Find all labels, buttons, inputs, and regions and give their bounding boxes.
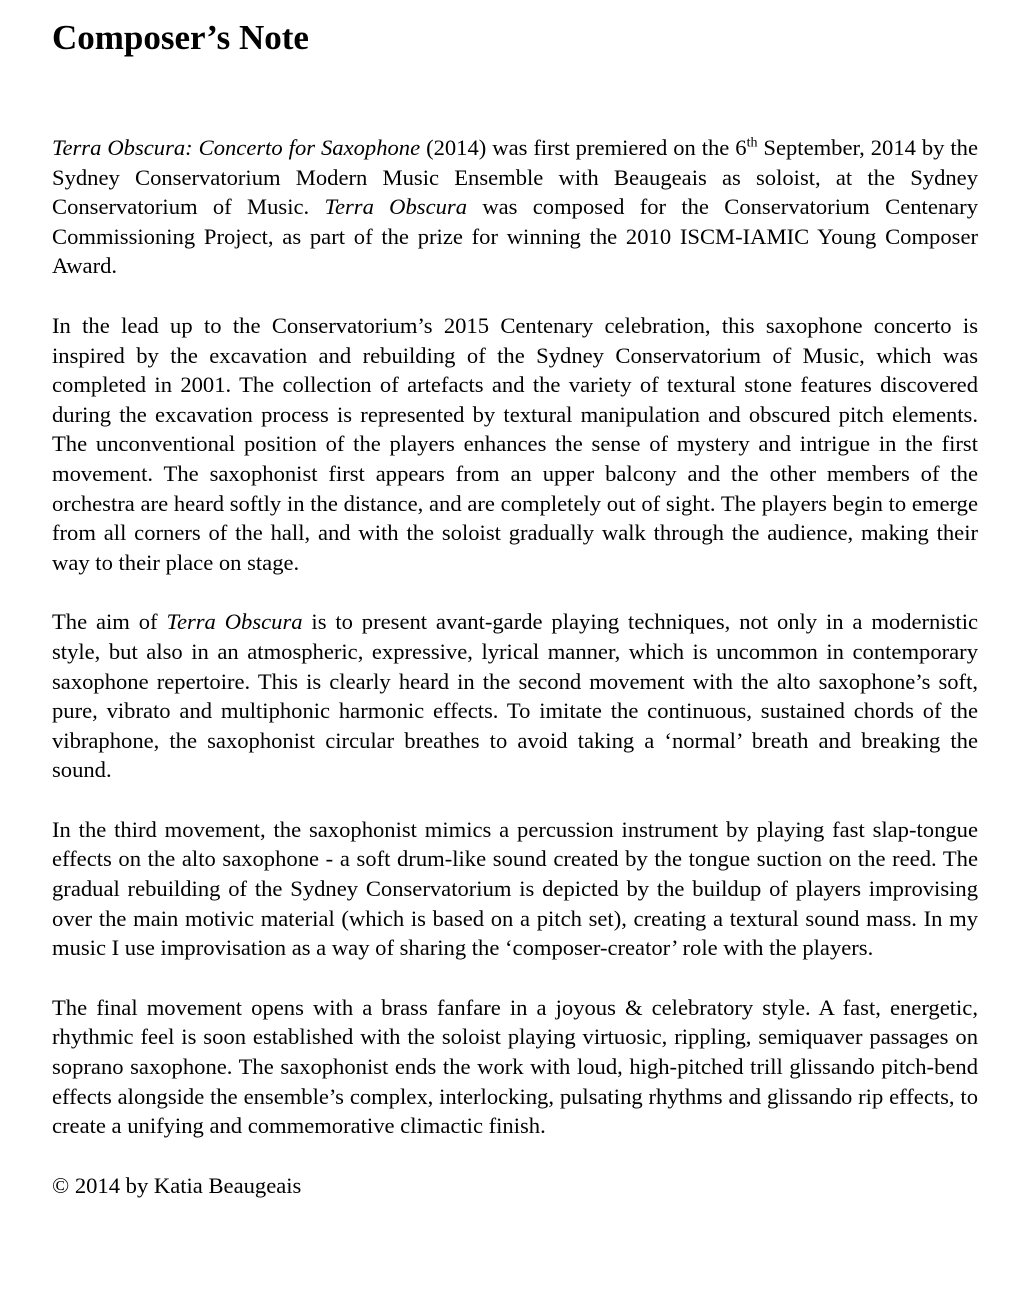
ordinal-suffix: th xyxy=(746,135,758,151)
page-title: Composer’s Note xyxy=(52,18,309,57)
work-title-short: Terra Obscura xyxy=(324,194,468,220)
premiere-text-a: (2014) was first premiered on the 6 xyxy=(420,135,747,160)
paragraph-final-movement: The final movement opens with a brass fanfare in a joyous & celebratory style. A fast, energetic, rhythmic feel is soon established with the soloist playing virtuosic, rippling, semiquaver passages on soprano saxophone. The saxophonist ends the work with loud, high-pitched trill glissando pitch-bend effects alongside the ensemble’s complex, interlocking, pulsating rhythms and glissando rip effects, to create a unifying and commemorative climactic finish. xyxy=(52,994,978,1139)
paragraph-premiere xyxy=(52,133,978,281)
paragraph-inspiration: In the lead up to the Conservatorium’s 2015 Centenary celebration, this saxophone concerto is inspired by the excavation and rebuilding of the Sydney Conservatorium of Music, which was completed in 2001. The collection of artefacts and the variety of textural stone features discovered during the excavation process is represented by textural manipulation and obscured pitch elements. The unconventional position of the players enhances the sense of mystery and intrigue in the first movement. The saxophonist first appears from an upper balcony and the other members of the orchestra are heard softly in the distance, and are completely out of sight. The players begin to emerge from all corners of the hall, and with the soloist gradually walk through the audience, making their way to their place on stage. xyxy=(52,312,978,575)
aim-text-b: is to present avant-garde playing techniques, not only in a modernistic style, but also in an atmospheric, expressive, lyrical manner, which is uncommon in contemporary saxophone repertoire. This is clearly heard in the second movement with the alto saxophone’s soft, pure, vibrato and multiphonic harmonic effects. To imitate the continuous, sustained chords of the vibraphone, the saxophonist circular breathes to avoid taking a ‘normal’ breath and breaking the sound. xyxy=(52,609,978,783)
premiere-text-b: September, 2014 by the Sydney Conservatorium Modern Music Ensemble with Beaugeais as soloist, at the Sydney Conservatorium of Music. xyxy=(52,135,978,220)
copyright-notice: © 2014 by Katia Beaugeais xyxy=(52,1172,302,1198)
work-title: Terra Obscura: Concerto for Saxophone xyxy=(52,135,421,160)
work-title-short: Terra Obscura xyxy=(166,609,303,635)
document-page xyxy=(52,14,978,1200)
aim-text-a: The aim of xyxy=(52,609,167,635)
premiere-text-c: was composed for the Conservatorium Centenary Commissioning Project, as part of the prize for winning the 2010 ISCM-IAMIC Young Composer Award. xyxy=(52,194,979,279)
paragraph-third-movement: In the third movement, the saxophonist mimics a percussion instrument by playing fast slap-tongue effects on the alto saxophone - a soft drum-like sound created by the tongue suction on the reed. The gradual rebuilding of the Sydney Conservatorium is depicted by the buildup of players improvising over the main motivic material (which is based on a pitch set), creating a textural sound mass. In my music I use improvisation as a way of sharing the ‘composer-creator’ role with the players. xyxy=(52,816,978,961)
paragraph-aim xyxy=(52,607,978,785)
